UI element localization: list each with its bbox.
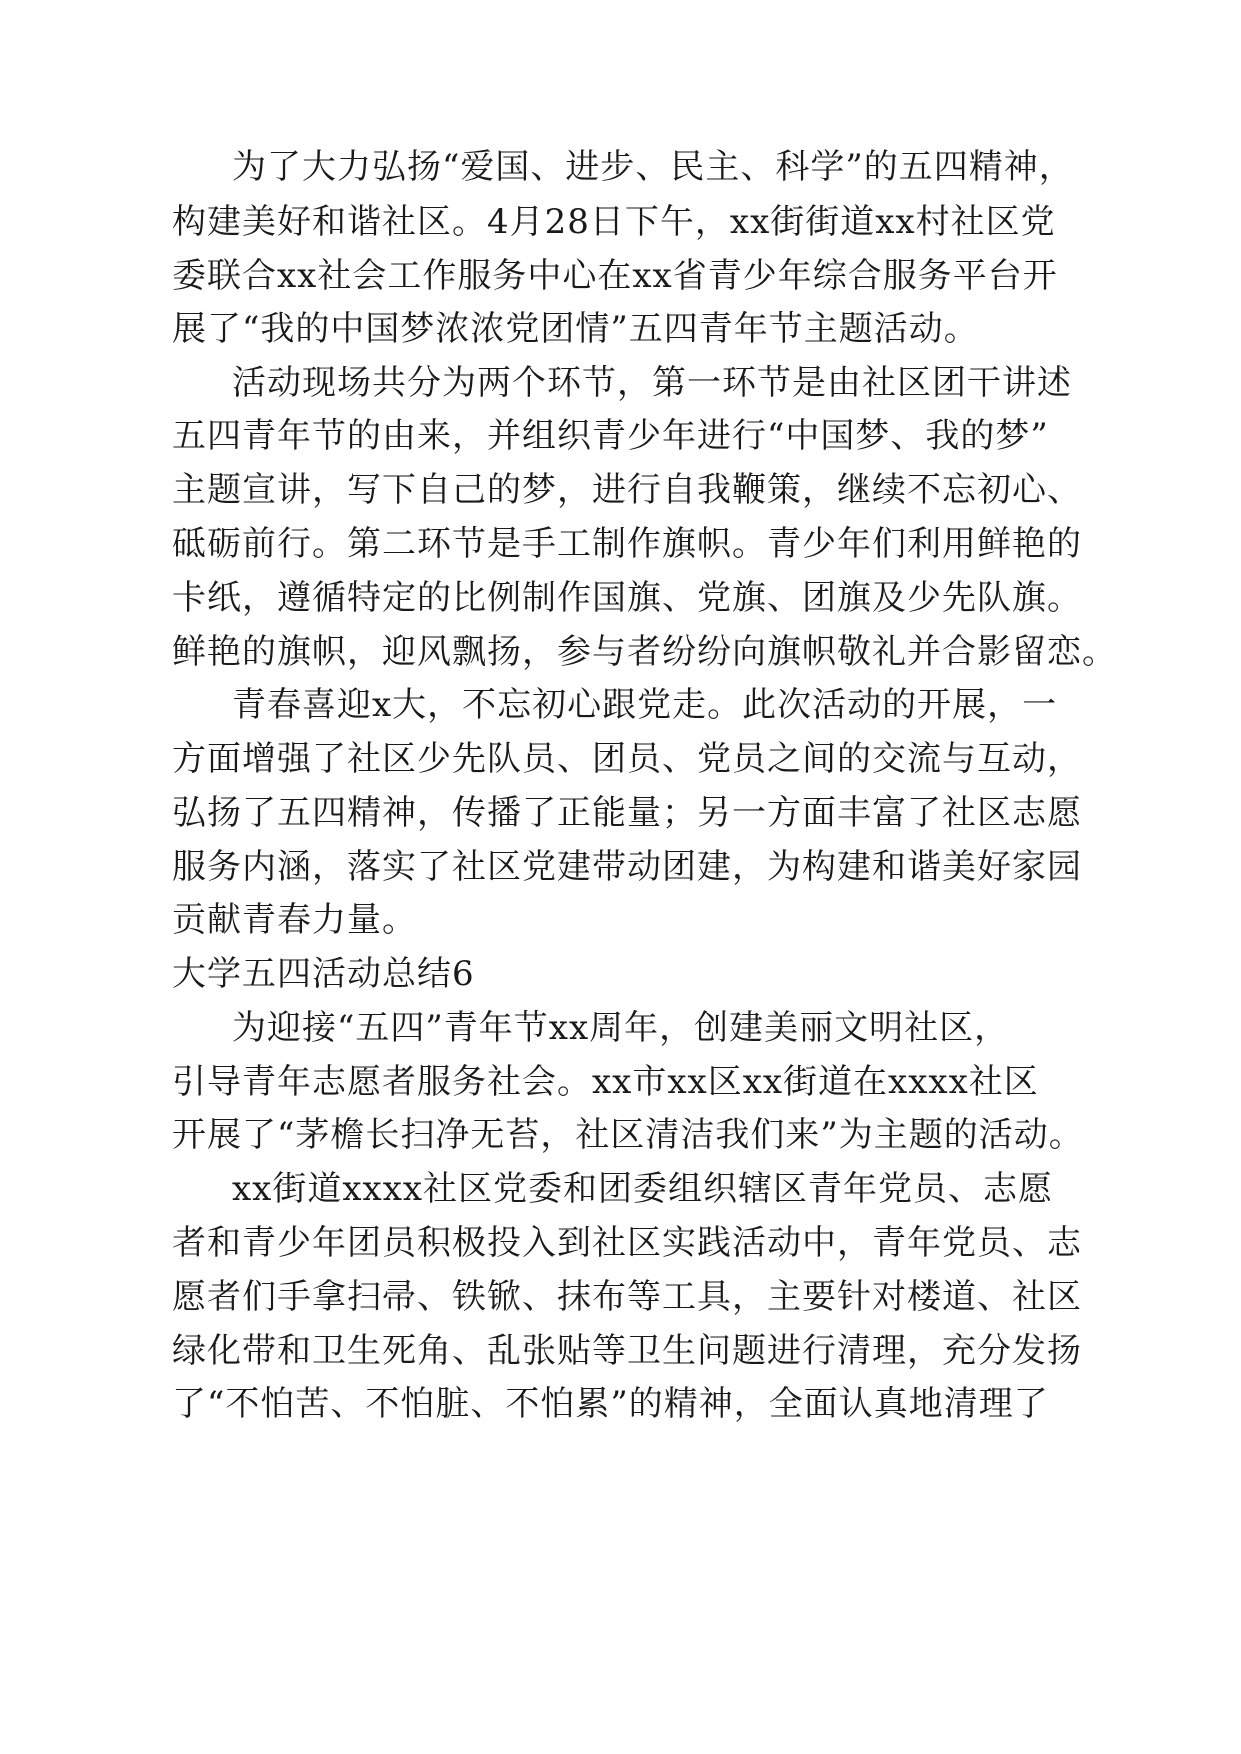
text-line: 为了大力弘扬“爱国、进步、民主、科学”的五四精神， bbox=[232, 147, 1074, 187]
text-line: 者和青少年团员积极投入到社区实践活动中，青年党员、志 bbox=[172, 1223, 1082, 1263]
text-line: 卡纸，遵循特定的比例制作国旗、党旗、团旗及少先队旗。 bbox=[172, 578, 1082, 618]
text-line: 引导青年志愿者服务社会。xx市xx区xx街道在xxxx社区 bbox=[172, 1062, 1039, 1102]
text-line: 开展了“茅檐长扫净无苔，社区清洁我们来”为主题的活动。 bbox=[172, 1115, 1084, 1155]
text-line: 构建美好和谐社区。4月28日下午，xx街街道xx村社区党 bbox=[172, 202, 1056, 242]
section-heading: 大学五四活动总结6 bbox=[172, 954, 475, 994]
text-line: 贡献青春力量。 bbox=[172, 900, 417, 940]
text-line: 为迎接“五四”青年节xx周年，创建美丽文明社区， bbox=[232, 1008, 1010, 1048]
text-line: 愿者们手拿扫帚、铁锨、抹布等工具，主要针对楼道、社区 bbox=[172, 1277, 1082, 1317]
text-line: 弘扬了五四精神，传播了正能量；另一方面丰富了社区志愿 bbox=[172, 793, 1082, 833]
text-line: xx街道xxxx社区党委和团委组织辖区青年党员、志愿 bbox=[232, 1169, 1054, 1209]
text-line: 委联合xx社会工作服务中心在xx省青少年综合服务平台开 bbox=[172, 256, 1058, 296]
text-line: 五四青年节的由来，并组织青少年进行“中国梦、我的梦” bbox=[172, 416, 1049, 456]
text-line: 了“不怕苦、不怕脏、不怕累”的精神，全面认真地清理了 bbox=[172, 1384, 1049, 1424]
text-line: 青春喜迎x大，不忘初心跟党走。此次活动的开展，一 bbox=[232, 685, 1058, 725]
text-line: 方面增强了社区少先队员、团员、党员之间的交流与互动， bbox=[172, 739, 1082, 779]
text-line: 主题宣讲，写下自己的梦，进行自我鞭策，继续不忘初心、 bbox=[172, 470, 1082, 510]
text-line: 服务内涵，落实了社区党建带动团建，为构建和谐美好家园 bbox=[172, 847, 1082, 887]
text-line: 绿化带和卫生死角、乱张贴等卫生问题进行清理，充分发扬 bbox=[172, 1331, 1082, 1371]
text-line: 活动现场共分为两个环节，第一环节是由社区团干讲述 bbox=[232, 363, 1072, 403]
text-line: 鲜艳的旗帜，迎风飘扬，参与者纷纷向旗帜敬礼并合影留恋。 bbox=[172, 632, 1117, 672]
text-line: 砥砺前行。第二环节是手工制作旗帜。青少年们利用鲜艳的 bbox=[172, 524, 1082, 564]
text-line: 展了“我的中国梦浓浓党团情”五四青年节主题活动。 bbox=[172, 309, 979, 349]
